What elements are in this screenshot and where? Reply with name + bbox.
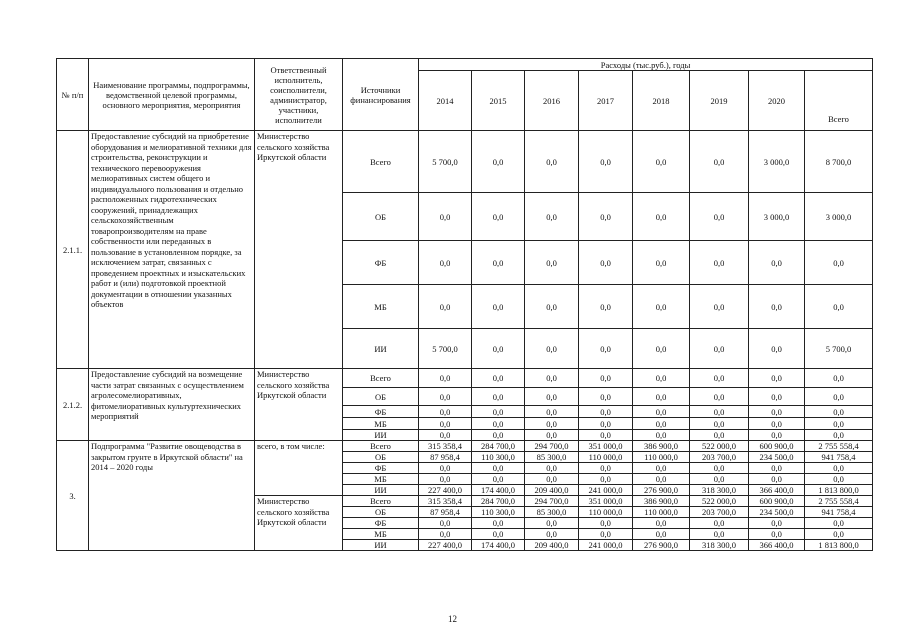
value-cell: 0,0 (472, 518, 525, 529)
value-cell: 0,0 (472, 430, 525, 441)
responsible-executor: Министерство сельского хозяйства Иркутской области (255, 369, 343, 441)
value-cell: 0,0 (419, 474, 472, 485)
value-cell: 110 000,0 (579, 507, 633, 518)
value-cell: 0,0 (525, 518, 579, 529)
total-cell: 0,0 (805, 529, 873, 540)
value-cell: 0,0 (579, 388, 633, 406)
value-cell: 0,0 (749, 388, 805, 406)
value-cell: 0,0 (472, 406, 525, 418)
value-cell: 0,0 (419, 418, 472, 430)
value-cell: 0,0 (749, 285, 805, 329)
total-cell: 0,0 (805, 418, 873, 430)
total-cell: 0,0 (805, 463, 873, 474)
total-cell: 0,0 (805, 518, 873, 529)
value-cell: 0,0 (749, 241, 805, 285)
source-cell: ИИ (343, 485, 419, 496)
value-cell: 0,0 (472, 388, 525, 406)
value-cell: 0,0 (579, 463, 633, 474)
value-cell: 85 300,0 (525, 507, 579, 518)
value-cell: 0,0 (749, 463, 805, 474)
value-cell: 0,0 (633, 369, 690, 388)
value-cell: 110 300,0 (472, 452, 525, 463)
header-year: 2016 (525, 71, 579, 131)
value-cell: 294 700,0 (525, 496, 579, 507)
value-cell: 5 700,0 (419, 131, 472, 193)
row-number: 2.1.1. (57, 131, 89, 369)
value-cell: 0,0 (419, 193, 472, 241)
value-cell: 0,0 (690, 463, 749, 474)
value-cell: 0,0 (472, 329, 525, 369)
source-cell: МБ (343, 285, 419, 329)
value-cell: 110 000,0 (579, 452, 633, 463)
header-num: № п/п (57, 59, 89, 131)
total-cell: 0,0 (805, 430, 873, 441)
value-cell: 110 300,0 (472, 507, 525, 518)
value-cell: 227 400,0 (419, 540, 472, 551)
value-cell: 0,0 (419, 518, 472, 529)
source-cell: Всего (343, 496, 419, 507)
value-cell: 0,0 (419, 241, 472, 285)
total-cell: 2 755 558,4 (805, 496, 873, 507)
measure-name: Подпрограмма "Развитие овощеводства в закрытом грунте в Иркутской области" на 2014 – 2020 годы (89, 441, 255, 551)
value-cell: 0,0 (690, 131, 749, 193)
value-cell: 0,0 (690, 193, 749, 241)
value-cell: 87 958,4 (419, 507, 472, 518)
value-cell: 0,0 (749, 369, 805, 388)
value-cell: 0,0 (633, 193, 690, 241)
value-cell: 0,0 (419, 430, 472, 441)
value-cell: 0,0 (472, 369, 525, 388)
value-cell: 0,0 (749, 430, 805, 441)
header-name: Наименование программы, подпрограммы, ведомственной целевой программы, основного мероприятия, мероприятия (89, 59, 255, 131)
value-cell: 0,0 (579, 518, 633, 529)
value-cell: 0,0 (690, 430, 749, 441)
header-total: Всего (805, 71, 873, 131)
value-cell: 600 900,0 (749, 496, 805, 507)
value-cell: 0,0 (633, 131, 690, 193)
source-cell: ОБ (343, 507, 419, 518)
value-cell: 3 000,0 (749, 131, 805, 193)
value-cell: 110 000,0 (633, 452, 690, 463)
value-cell: 209 400,0 (525, 540, 579, 551)
row-number: 3. (57, 441, 89, 551)
value-cell: 0,0 (690, 388, 749, 406)
value-cell: 0,0 (419, 529, 472, 540)
value-cell: 0,0 (633, 474, 690, 485)
value-cell: 241 000,0 (579, 540, 633, 551)
header-year: 2020 (749, 71, 805, 131)
value-cell: 0,0 (419, 388, 472, 406)
source-cell: ОБ (343, 388, 419, 406)
value-cell: 0,0 (525, 418, 579, 430)
value-cell: 5 700,0 (419, 329, 472, 369)
value-cell: 600 900,0 (749, 441, 805, 452)
page-number: 12 (448, 614, 457, 624)
value-cell: 87 958,4 (419, 452, 472, 463)
value-cell: 0,0 (579, 406, 633, 418)
value-cell: 0,0 (579, 474, 633, 485)
header-year: 2015 (472, 71, 525, 131)
value-cell: 174 400,0 (472, 485, 525, 496)
value-cell: 0,0 (525, 529, 579, 540)
value-cell: 0,0 (690, 285, 749, 329)
value-cell: 0,0 (525, 463, 579, 474)
value-cell: 0,0 (525, 241, 579, 285)
value-cell: 0,0 (749, 529, 805, 540)
value-cell: 203 700,0 (690, 507, 749, 518)
value-cell: 386 900,0 (633, 441, 690, 452)
value-cell: 0,0 (525, 329, 579, 369)
value-cell: 351 000,0 (579, 441, 633, 452)
value-cell: 0,0 (579, 369, 633, 388)
measure-name: Предоставление субсидий на приобретение оборудования и мелиоративной техники для строительства, реконструкции и технического перевооружения мелиоративных систем общего и индивидуального пользования и отдельно расположенных гидротехнических сооружений, принадлежащих сельскохозяйственным товаропроизводителям на праве собственности или переданных в пользование в установленном порядке, за исключением затрат, связанных с проведением проектных и изыскательских работ и (или) подготовкой проектной документации в отношении указанных объектов (89, 131, 255, 369)
value-cell: 0,0 (579, 131, 633, 193)
value-cell: 318 300,0 (690, 485, 749, 496)
value-cell: 366 400,0 (749, 540, 805, 551)
value-cell: 0,0 (690, 418, 749, 430)
value-cell: 0,0 (419, 463, 472, 474)
row-number: 2.1.2. (57, 369, 89, 441)
value-cell: 284 700,0 (472, 496, 525, 507)
value-cell: 0,0 (525, 131, 579, 193)
value-cell: 174 400,0 (472, 540, 525, 551)
value-cell: 0,0 (579, 529, 633, 540)
source-cell: ФБ (343, 518, 419, 529)
value-cell: 203 700,0 (690, 452, 749, 463)
value-cell: 0,0 (690, 406, 749, 418)
value-cell: 0,0 (633, 329, 690, 369)
value-cell: 0,0 (633, 430, 690, 441)
total-cell: 8 700,0 (805, 131, 873, 193)
value-cell: 0,0 (525, 193, 579, 241)
source-cell: МБ (343, 529, 419, 540)
source-cell: ФБ (343, 463, 419, 474)
responsible-executor: всего, в том числе: (255, 441, 343, 496)
total-cell: 941 758,4 (805, 452, 873, 463)
source-cell: ИИ (343, 430, 419, 441)
value-cell: 522 000,0 (690, 496, 749, 507)
value-cell: 318 300,0 (690, 540, 749, 551)
value-cell: 315 358,4 (419, 441, 472, 452)
value-cell: 0,0 (690, 529, 749, 540)
header-year: 2019 (690, 71, 749, 131)
value-cell: 0,0 (525, 406, 579, 418)
total-cell: 941 758,4 (805, 507, 873, 518)
value-cell: 386 900,0 (633, 496, 690, 507)
value-cell: 0,0 (633, 285, 690, 329)
value-cell: 0,0 (633, 518, 690, 529)
header-sources: Источники финансирования (343, 59, 419, 131)
value-cell: 0,0 (525, 430, 579, 441)
value-cell: 241 000,0 (579, 485, 633, 496)
value-cell: 0,0 (633, 406, 690, 418)
value-cell: 0,0 (690, 329, 749, 369)
value-cell: 0,0 (690, 518, 749, 529)
source-cell: ОБ (343, 193, 419, 241)
source-cell: ФБ (343, 241, 419, 285)
source-cell: МБ (343, 474, 419, 485)
table-row (57, 441, 873, 452)
value-cell: 0,0 (579, 430, 633, 441)
source-cell: Всего (343, 369, 419, 388)
value-cell: 0,0 (472, 529, 525, 540)
value-cell: 110 000,0 (633, 507, 690, 518)
value-cell: 85 300,0 (525, 452, 579, 463)
value-cell: 0,0 (749, 518, 805, 529)
responsible-executor: Министерство сельского хозяйства Иркутской области (255, 131, 343, 369)
table-row (57, 369, 873, 388)
value-cell: 0,0 (749, 418, 805, 430)
value-cell: 0,0 (579, 241, 633, 285)
value-cell: 351 000,0 (579, 496, 633, 507)
total-cell: 3 000,0 (805, 193, 873, 241)
value-cell: 0,0 (472, 463, 525, 474)
value-cell: 0,0 (419, 406, 472, 418)
value-cell: 0,0 (525, 388, 579, 406)
value-cell: 209 400,0 (525, 485, 579, 496)
value-cell: 284 700,0 (472, 441, 525, 452)
value-cell: 0,0 (749, 406, 805, 418)
value-cell: 0,0 (749, 329, 805, 369)
total-cell: 1 813 800,0 (805, 540, 873, 551)
value-cell: 0,0 (472, 131, 525, 193)
value-cell: 0,0 (633, 418, 690, 430)
value-cell: 276 900,0 (633, 540, 690, 551)
value-cell: 3 000,0 (749, 193, 805, 241)
value-cell: 0,0 (579, 193, 633, 241)
value-cell: 0,0 (579, 285, 633, 329)
value-cell: 0,0 (419, 369, 472, 388)
header-responsible: Ответственный исполнитель, соисполнители, администратор, участники, исполнители (255, 59, 343, 131)
value-cell: 0,0 (525, 474, 579, 485)
value-cell: 0,0 (633, 241, 690, 285)
value-cell: 0,0 (472, 193, 525, 241)
value-cell: 0,0 (472, 474, 525, 485)
budget-table (56, 58, 873, 551)
value-cell: 315 358,4 (419, 496, 472, 507)
value-cell: 0,0 (472, 285, 525, 329)
value-cell: 0,0 (690, 241, 749, 285)
total-cell: 0,0 (805, 241, 873, 285)
table-row (57, 131, 873, 193)
value-cell: 234 500,0 (749, 507, 805, 518)
header-year: 2018 (633, 71, 690, 131)
value-cell: 0,0 (633, 463, 690, 474)
value-cell: 0,0 (525, 285, 579, 329)
source-cell: ОБ (343, 452, 419, 463)
value-cell: 227 400,0 (419, 485, 472, 496)
value-cell: 0,0 (472, 241, 525, 285)
value-cell: 0,0 (579, 329, 633, 369)
measure-name: Предоставление субсидий на возмещение части затрат связанных с осуществлением агролесомелиоративных, фитомелиоративных культуртехнических мероприятий (89, 369, 255, 441)
value-cell: 0,0 (690, 474, 749, 485)
total-cell: 0,0 (805, 474, 873, 485)
value-cell: 294 700,0 (525, 441, 579, 452)
source-cell: МБ (343, 418, 419, 430)
source-cell: ИИ (343, 540, 419, 551)
header-year: 2014 (419, 71, 472, 131)
value-cell: 0,0 (419, 285, 472, 329)
value-cell: 0,0 (749, 474, 805, 485)
source-cell: Всего (343, 131, 419, 193)
value-cell: 0,0 (525, 369, 579, 388)
value-cell: 522 000,0 (690, 441, 749, 452)
value-cell: 234 500,0 (749, 452, 805, 463)
total-cell: 5 700,0 (805, 329, 873, 369)
source-cell: ФБ (343, 406, 419, 418)
total-cell: 0,0 (805, 388, 873, 406)
source-cell: Всего (343, 441, 419, 452)
value-cell: 0,0 (579, 418, 633, 430)
total-cell: 2 755 558,4 (805, 441, 873, 452)
value-cell: 0,0 (633, 529, 690, 540)
value-cell: 0,0 (690, 369, 749, 388)
total-cell: 1 813 800,0 (805, 485, 873, 496)
table-body (57, 131, 873, 551)
value-cell: 276 900,0 (633, 485, 690, 496)
value-cell: 0,0 (472, 418, 525, 430)
header-year: 2017 (579, 71, 633, 131)
value-cell: 0,0 (633, 388, 690, 406)
total-cell: 0,0 (805, 369, 873, 388)
header-expenses: Расходы (тыс.руб.), годы (419, 59, 873, 71)
total-cell: 0,0 (805, 285, 873, 329)
source-cell: ИИ (343, 329, 419, 369)
value-cell: 366 400,0 (749, 485, 805, 496)
responsible-executor: Министерство сельского хозяйства Иркутской области (255, 496, 343, 551)
total-cell: 0,0 (805, 406, 873, 418)
